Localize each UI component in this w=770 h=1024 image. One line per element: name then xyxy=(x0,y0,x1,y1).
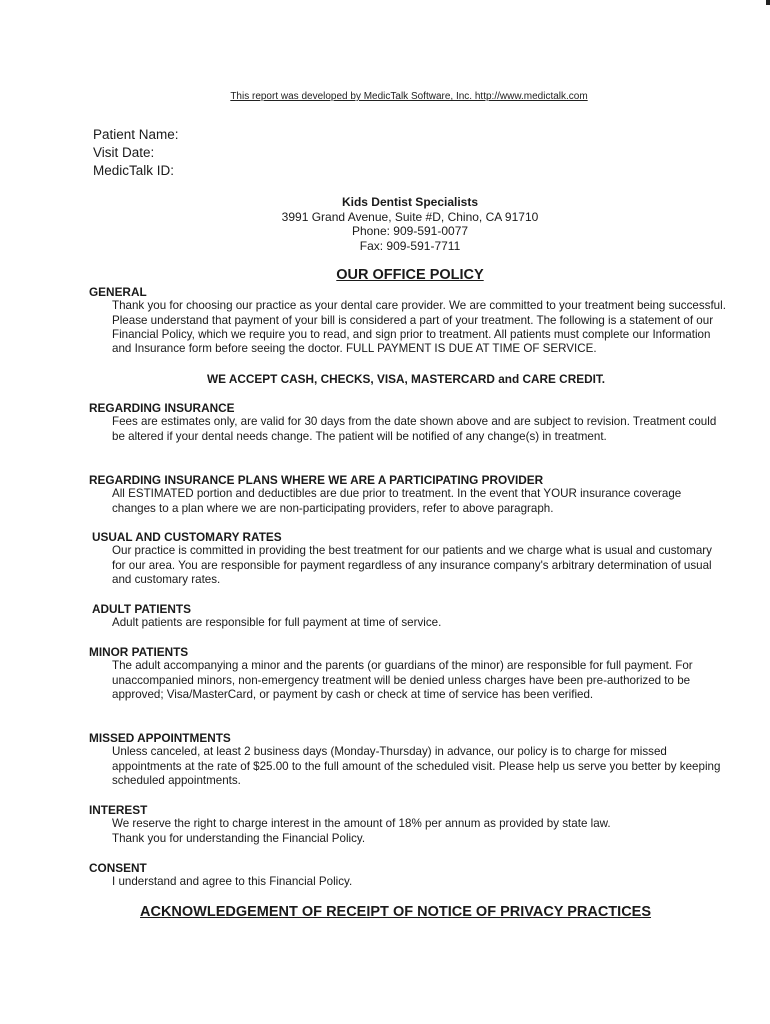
section-heading: ADULT PATIENTS xyxy=(92,602,191,616)
section-consent xyxy=(89,861,729,890)
section-heading: GENERAL xyxy=(89,285,147,299)
section-general xyxy=(89,285,729,356)
section-body: The adult accompanying a minor and the parents (or guardians of the minor) are responsible for full payment. For unaccompanied minors, non-emergency treatment will be denied unless charges have been pre-authorized to be approved; Visa/MasterCard, or payment by cash or check at time of service has been verified. xyxy=(112,659,693,701)
section-heading: CONSENT xyxy=(89,861,147,875)
section-heading: MISSED APPOINTMENTS xyxy=(89,731,231,745)
section-minor-patients xyxy=(89,645,729,702)
acknowledgement-title: ACKNOWLEDGEMENT OF RECEIPT OF NOTICE OF PRIVACY PRACTICES xyxy=(140,904,652,920)
section-body: Our practice is committed in providing the best treatment for our patients and we charge what is usual and customary for our area. You are responsible for payment regardless of any insurance company's arbitrary determination of usual and customary rates. xyxy=(112,544,712,586)
section-heading: MINOR PATIENTS xyxy=(89,645,189,659)
section-adult-patients xyxy=(92,602,732,631)
section-body: Thank you for choosing our practice as your dental care provider. We are committed to your treatment being successful. Please understand that payment of your bill is considered a part of your treatment. The following is a statement of our Financial Policy, which we require you to read, and sign prior to treatment. All patients must complete our Information and Insurance form before seeing the doctor. FULL PAYMENT IS DUE AT TIME OF SERVICE. xyxy=(112,299,726,356)
section-usual-rates xyxy=(92,530,732,587)
section-insurance xyxy=(89,401,729,444)
section-heading: INTEREST xyxy=(89,803,148,817)
section-participating-provider xyxy=(89,473,729,516)
section-heading: REGARDING INSURANCE xyxy=(89,401,235,415)
section-missed-appointments xyxy=(89,731,729,788)
section-heading: USUAL AND CUSTOMARY RATES xyxy=(92,530,282,544)
scan-mark xyxy=(766,0,770,5)
practice-name: Kids Dentist Specialists xyxy=(341,195,479,209)
section-body-thanks: Thank you for understanding the Financial Policy. xyxy=(112,831,366,845)
section-body: Unless canceled, at least 2 business days (Monday-Thursday) in advance, our policy is to charge for missed appointments at the rate of $25.00 to the full amount of the scheduled visit. Please help us serve you better by keeping scheduled appointments. xyxy=(112,745,721,787)
section-body: We reserve the right to charge interest in the amount of 18% per annum as provided by state law. xyxy=(112,817,611,831)
practice-address: 3991 Grand Avenue, Suite #D, Chino, CA 91710 xyxy=(281,209,539,224)
accepted-payments: WE ACCEPT CASH, CHECKS, VISA, MASTERCARD and CARE CREDIT. xyxy=(207,372,606,386)
practice-fax: Fax: 909-591-7711 xyxy=(359,238,461,253)
developer-note[interactable]: This report was developed by MedicTalk Software, Inc. http://www.medictalk.com xyxy=(230,91,588,102)
patient-info xyxy=(93,126,179,180)
practice-info xyxy=(260,195,560,253)
section-body: All ESTIMATED portion and deductibles are due prior to treatment. In the event that YOUR insurance coverage changes to a plan where we are non-participating providers, refer to above paragraph. xyxy=(112,487,682,515)
practice-phone: Phone: 909-591-0077 xyxy=(351,224,469,238)
patient-name-label: Patient Name: xyxy=(93,127,179,142)
section-body: Fees are estimates only, are valid for 30 days from the date shown above and are subject to revision. Treatment could be altered if your dental needs change. The patient will be notified of any change(s) in treatment. xyxy=(112,415,717,443)
visit-date-label: Visit Date: xyxy=(93,145,155,160)
section-body: I understand and agree to this Financial Policy. xyxy=(112,875,353,889)
medictalk-id-label: MedicTalk ID: xyxy=(93,163,175,178)
section-heading: REGARDING INSURANCE PLANS WHERE WE ARE A PARTICIPATING PROVIDER xyxy=(89,473,544,487)
section-interest xyxy=(89,803,729,846)
section-body: Adult patients are responsible for full payment at time of service. xyxy=(112,616,442,630)
policy-title: OUR OFFICE POLICY xyxy=(336,267,484,283)
